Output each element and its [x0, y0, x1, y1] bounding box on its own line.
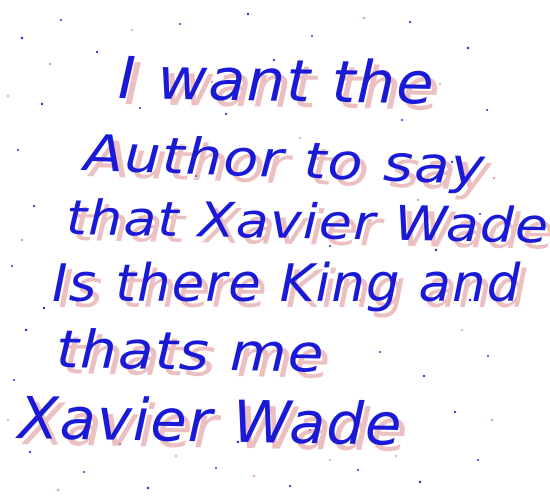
note-line-6: Xavier Wade — [17, 384, 403, 459]
note-line-2: Author to say — [82, 124, 487, 197]
note-line-3: that Xavier Wade — [65, 190, 550, 255]
note-line-4: Is there King and — [52, 254, 522, 314]
note-line-5: thats me — [55, 320, 326, 385]
note-line-1: I want the — [117, 44, 436, 118]
